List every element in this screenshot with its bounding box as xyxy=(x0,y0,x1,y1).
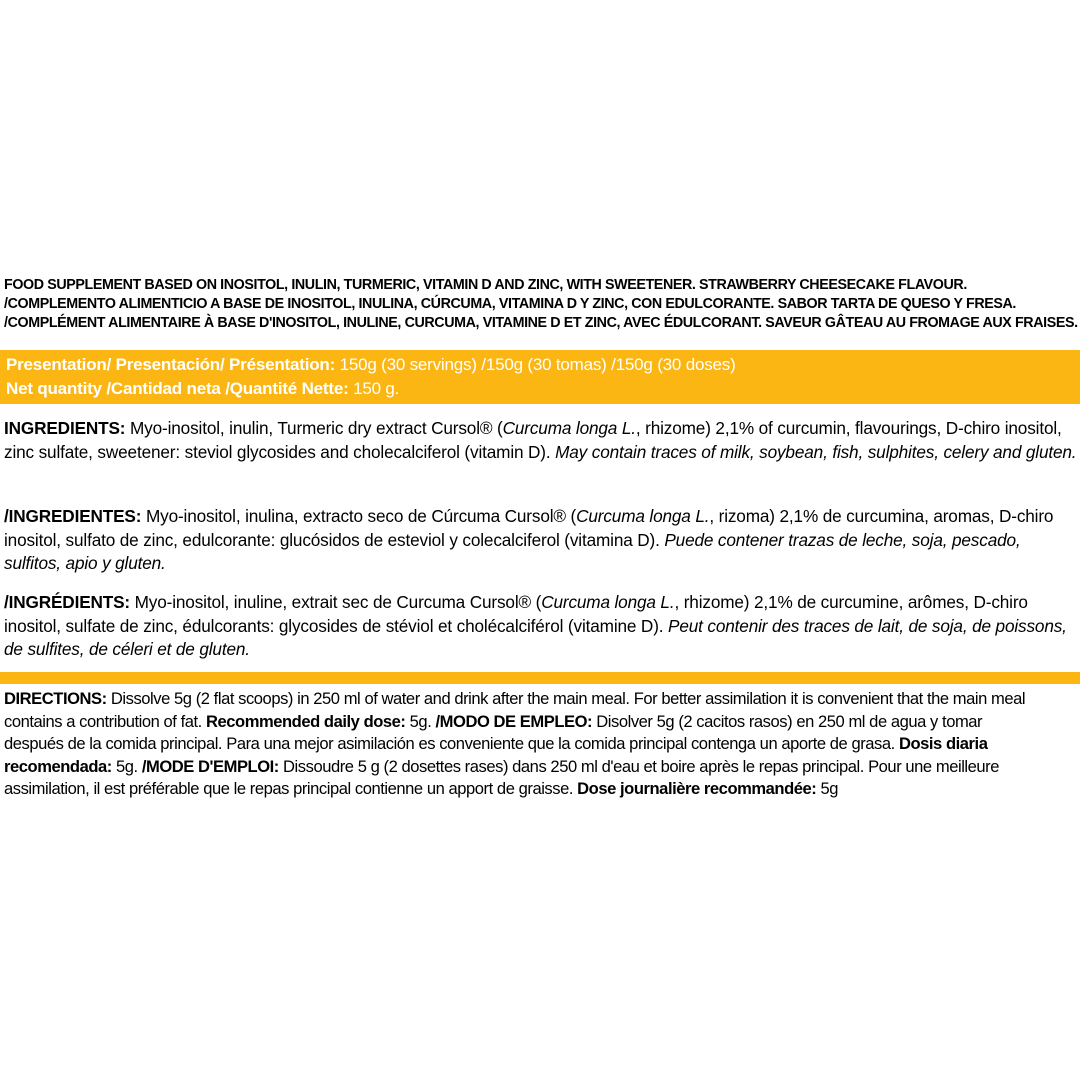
presentation-value: 150g (30 servings) /150g (30 tomas) /150g (30 doses) xyxy=(335,355,736,374)
latin-name: Curcuma longa L. xyxy=(502,418,636,438)
directions xyxy=(4,688,1080,801)
presentation-band xyxy=(0,350,1080,404)
ingredients-en-label: INGREDIENTS: xyxy=(4,418,126,438)
presentation-line xyxy=(6,353,736,377)
ingredients-es-text: Myo-inositol, inulina, extracto seco de Cúrcuma Cursol® ( xyxy=(141,506,577,526)
net-quantity-line xyxy=(6,377,736,401)
ingredients-es-label: /INGREDIENTES: xyxy=(4,506,142,526)
ingredients-fr-label: /INGRÉDIENTS: xyxy=(4,592,131,612)
net-quantity-label: Net quantity /Cantidad neta /Quantité Nette: xyxy=(6,379,349,398)
directions-line xyxy=(4,756,1078,779)
presentation-label: Presentation/ Presentación/ Présentation: xyxy=(6,355,336,374)
dose-en-value: 5g. xyxy=(405,711,436,731)
directions-en-text: Dissolve 5g (2 flat scoops) in 250 ml of water and drink after the main meal. For better assimilation it is convenient that the main meal xyxy=(106,689,1026,708)
dose-es-value: 5g. xyxy=(111,756,142,776)
directions-en-label: DIRECTIONS: xyxy=(4,689,107,708)
dose-es-label-2: recomendada: xyxy=(4,756,112,776)
directions-line xyxy=(4,733,1078,756)
allergens-en: May contain traces of milk, soybean, fish, sulphites, celery and gluten. xyxy=(555,441,1077,462)
directions-fr-label: /MODE D'EMPLOI: xyxy=(141,756,279,776)
dose-fr-value: 5g xyxy=(816,779,839,798)
directions-line xyxy=(4,778,1078,801)
dose-en-label: Recommended daily dose: xyxy=(205,711,406,731)
dose-es-label: Dosis diaria xyxy=(898,734,988,753)
directions-es-label: /MODO DE EMPLEO: xyxy=(435,711,593,731)
ingredients-en-text-2: , rhizome) 2,1% of curcumin, flavourings, D-chiro inositol, zinc sulfate, sweetener: steviol glycosides and cholecalciferol (vitamin D). xyxy=(4,418,1062,462)
allergens-fr: Peut contenir des traces de lait, de soja, de poissons, de sulfites, de céleri et de gluten. xyxy=(4,615,1067,659)
directions-fr-text-2: assimilation, il est préférable que le repas principal contienne un apport de graisse. xyxy=(4,779,578,798)
directions-fr-text: Dissoudre 5 g (2 dosettes rases) dans 250 ml d'eau et boire après le repas principal. Pour une meilleure xyxy=(278,756,1000,776)
title-fr: /COMPLÉMENT ALIMENTAIRE À BASE D'INOSITOL, INULINE, CURCUMA, VITAMINE D ET ZINC, AVEC ÉDULCORANT. SAVEUR GÂTEAU AU FROMAGE AUX FRAISES. xyxy=(4,315,1078,331)
ingredients-fr xyxy=(4,591,1078,662)
dose-fr-label: Dose journalière recommandée: xyxy=(577,779,817,798)
allergens-es: Puede contener trazas de leche, soja, pescado, sulfitos, apio y gluten. xyxy=(4,529,1021,573)
net-quantity-value: 150 g. xyxy=(348,379,400,398)
directions-line xyxy=(4,688,1078,711)
title-en: FOOD SUPPLEMENT BASED ON INOSITOL, INULIN, TURMERIC, VITAMIN D AND ZINC, WITH SWEETENER. STRAWBERRY CHEESECAKE FLAVOUR. xyxy=(4,277,967,293)
product-title xyxy=(4,276,1080,333)
ingredients-en-text: Myo-inositol, inulin, Turmeric dry extract Cursol® ( xyxy=(125,418,503,438)
section-divider xyxy=(0,672,1080,684)
ingredients-fr-text: Myo-inositol, inuline, extrait sec de Curcuma Cursol® ( xyxy=(130,592,542,612)
latin-name: Curcuma longa L. xyxy=(576,506,710,526)
ingredients-fr-text-2: , rhizome) 2,1% de curcumine, arômes, D-chiro inositol, sulfate de zinc, édulcorants: glycosides de stéviol et cholécalciférol (vitamine D). xyxy=(4,592,1028,636)
latin-name: Curcuma longa L. xyxy=(541,592,675,612)
ingredients-es-text-2: , rizoma) 2,1% de curcumina, aromas, D-chiro inositol, sulfato de zinc, edulcorante: glucósidos de esteviol y colecalciferol (vitamina D). xyxy=(4,506,1054,550)
directions-es-text-2: después de la comida principal. Para una mejor asimilación es conveniente que la comida principal contenga un aporte de grasa. xyxy=(4,734,899,753)
ingredients-en xyxy=(4,417,1078,464)
presentation-text xyxy=(6,353,736,401)
title-es: /COMPLEMENTO ALIMENTICIO A BASE DE INOSITOL, INULINA, CÚRCUMA, VITAMINA D Y ZINC, CON EDULCORANTE. SABOR TARTA DE QUESO Y FRESA. xyxy=(4,296,1016,312)
ingredients-es xyxy=(4,505,1078,576)
directions-en-text-2: contains a contribution of fat. xyxy=(4,711,206,731)
directions-line xyxy=(4,711,1078,734)
directions-es-text: Disolver 5g (2 cacitos rasos) en 250 ml de agua y tomar xyxy=(592,711,983,731)
